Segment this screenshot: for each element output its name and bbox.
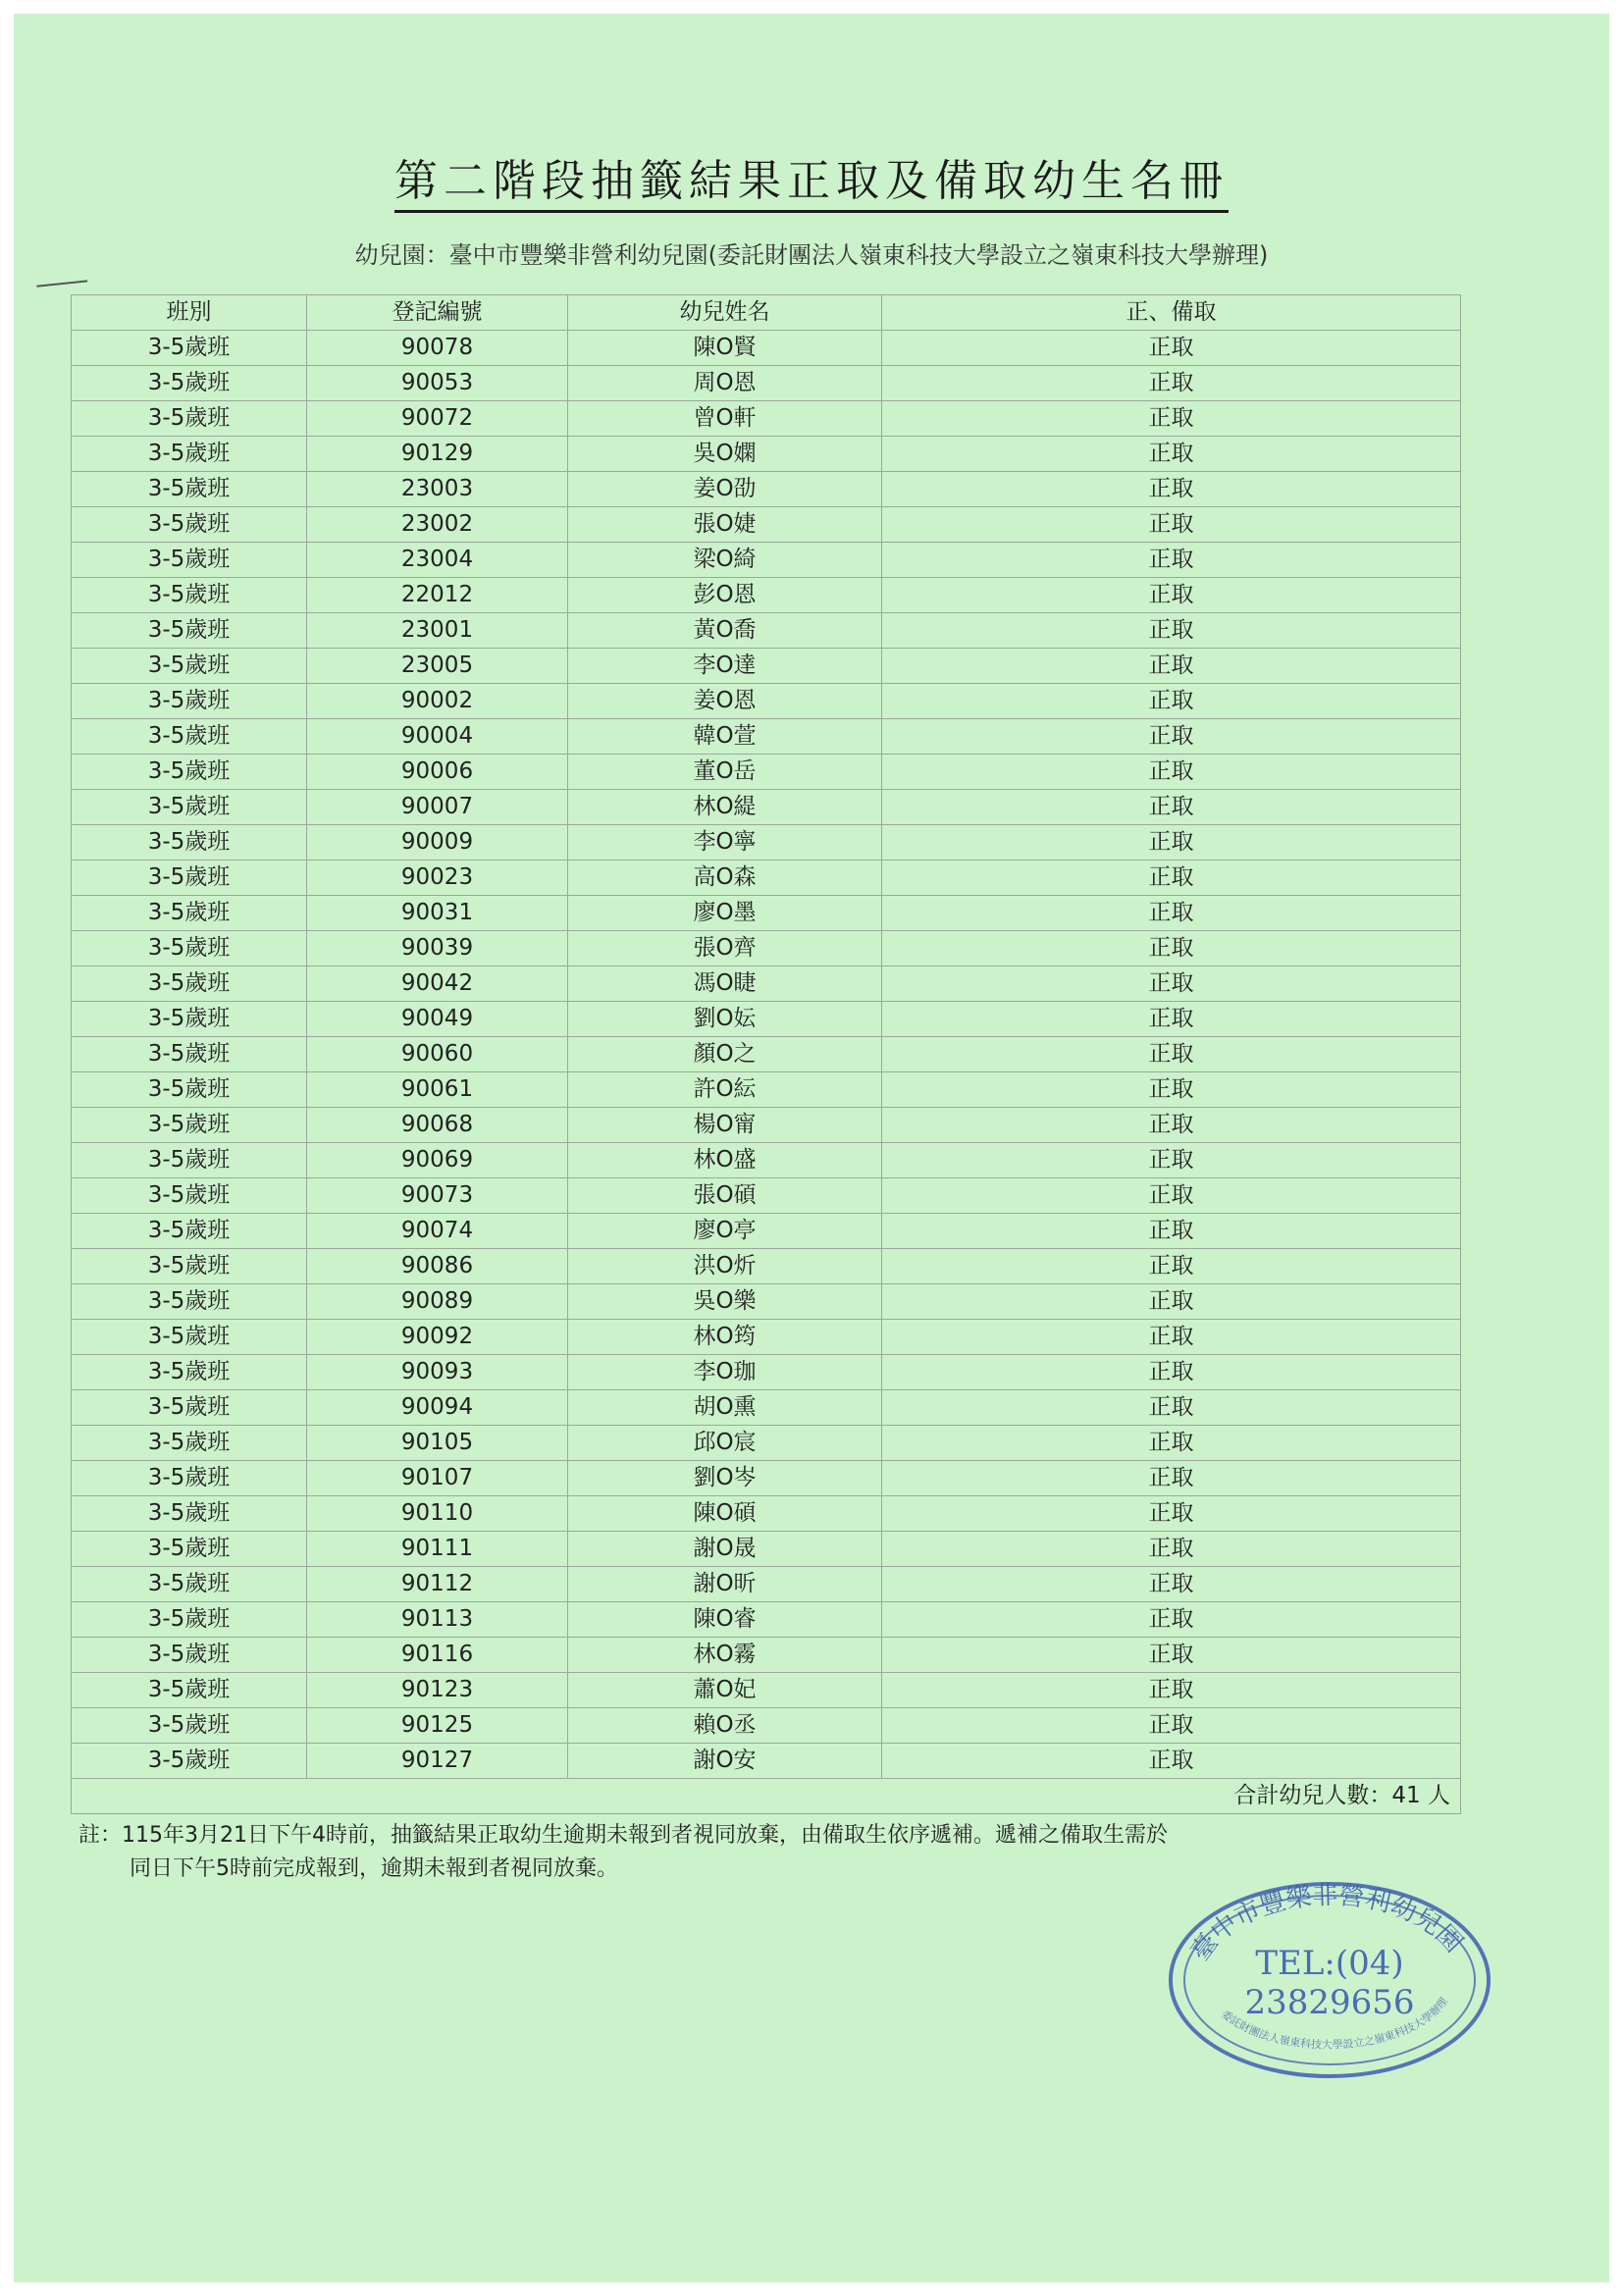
cell-reg-number: 90007 xyxy=(307,790,568,825)
table-row xyxy=(72,1355,1461,1390)
cell-child-name: 姜O劭 xyxy=(568,472,882,507)
cell-status: 正取 xyxy=(882,1355,1461,1390)
stamp-footer: 委託財團法人嶺東科技大學設立之嶺東科技大學辦理 xyxy=(1219,1995,1451,2052)
note-line-2: 同日下午5時前完成報到，逾期未報到者視同放棄。 xyxy=(130,1856,618,1881)
cell-child-name: 梁O綺 xyxy=(568,543,882,578)
cell-reg-number: 90074 xyxy=(307,1214,568,1249)
table-row xyxy=(72,401,1461,437)
cell-class: 3-5歲班 xyxy=(72,1708,307,1744)
cell-status: 正取 xyxy=(882,896,1461,931)
cell-child-name: 李O達 xyxy=(568,649,882,684)
cell-reg-number: 90086 xyxy=(307,1249,568,1284)
cell-reg-number: 90042 xyxy=(307,966,568,1002)
cell-class: 3-5歲班 xyxy=(72,1355,307,1390)
cell-status: 正取 xyxy=(882,790,1461,825)
cell-child-name: 楊O甯 xyxy=(568,1108,882,1143)
cell-status: 正取 xyxy=(882,1143,1461,1178)
cell-reg-number: 90002 xyxy=(307,684,568,719)
cell-reg-number: 22012 xyxy=(307,578,568,613)
cell-child-name: 許O紜 xyxy=(568,1072,882,1108)
cell-reg-number: 23005 xyxy=(307,649,568,684)
cell-child-name: 黃O喬 xyxy=(568,613,882,649)
cell-class: 3-5歲班 xyxy=(72,966,307,1002)
table-row xyxy=(72,1214,1461,1249)
cell-class: 3-5歲班 xyxy=(72,1037,307,1072)
cell-class: 3-5歲班 xyxy=(72,1002,307,1037)
total-count: 合計幼兒人數：41 人 xyxy=(72,1779,1461,1814)
table-row xyxy=(72,966,1461,1002)
cell-status: 正取 xyxy=(882,719,1461,755)
cell-class: 3-5歲班 xyxy=(72,1143,307,1178)
cell-reg-number: 90061 xyxy=(307,1072,568,1108)
table-row xyxy=(72,543,1461,578)
cell-reg-number: 90125 xyxy=(307,1708,568,1744)
cell-status: 正取 xyxy=(882,861,1461,896)
cell-reg-number: 90060 xyxy=(307,1037,568,1072)
cell-child-name: 張O齊 xyxy=(568,931,882,966)
table-row xyxy=(72,1461,1461,1496)
cell-class: 3-5歲班 xyxy=(72,896,307,931)
cell-class: 3-5歲班 xyxy=(72,366,307,401)
cell-reg-number: 90092 xyxy=(307,1320,568,1355)
cell-status: 正取 xyxy=(882,1390,1461,1426)
table-total-row xyxy=(72,1779,1461,1814)
cell-status: 正取 xyxy=(882,613,1461,649)
cell-status: 正取 xyxy=(882,1426,1461,1461)
cell-reg-number: 90039 xyxy=(307,931,568,966)
cell-class: 3-5歲班 xyxy=(72,472,307,507)
cell-reg-number: 23004 xyxy=(307,543,568,578)
cell-child-name: 林O緹 xyxy=(568,790,882,825)
cell-reg-number: 90110 xyxy=(307,1496,568,1532)
cell-class: 3-5歲班 xyxy=(72,1072,307,1108)
cell-child-name: 林O盛 xyxy=(568,1143,882,1178)
roster-table xyxy=(71,294,1461,1814)
cell-child-name: 陳O賢 xyxy=(568,331,882,366)
cell-class: 3-5歲班 xyxy=(72,790,307,825)
cell-child-name: 陳O碩 xyxy=(568,1496,882,1532)
header-child-name: 幼兒姓名 xyxy=(568,295,882,331)
cell-reg-number: 90031 xyxy=(307,896,568,931)
table-row xyxy=(72,472,1461,507)
table-row xyxy=(72,684,1461,719)
table-row xyxy=(72,366,1461,401)
cell-child-name: 謝O安 xyxy=(568,1744,882,1779)
cell-reg-number: 90093 xyxy=(307,1355,568,1390)
cell-reg-number: 90072 xyxy=(307,401,568,437)
cell-child-name: 邱O宸 xyxy=(568,1426,882,1461)
table-row xyxy=(72,1567,1461,1602)
cell-reg-number: 90113 xyxy=(307,1602,568,1638)
table-row xyxy=(72,1284,1461,1320)
cell-status: 正取 xyxy=(882,1744,1461,1779)
cell-class: 3-5歲班 xyxy=(72,1320,307,1355)
table-row xyxy=(72,825,1461,861)
cell-status: 正取 xyxy=(882,437,1461,472)
cell-status: 正取 xyxy=(882,1002,1461,1037)
cell-status: 正取 xyxy=(882,1638,1461,1673)
cell-status: 正取 xyxy=(882,1461,1461,1496)
table-row xyxy=(72,1638,1461,1673)
cell-class: 3-5歲班 xyxy=(72,861,307,896)
cell-class: 3-5歲班 xyxy=(72,578,307,613)
cell-child-name: 韓O萱 xyxy=(568,719,882,755)
table-row xyxy=(72,1108,1461,1143)
cell-reg-number: 90123 xyxy=(307,1673,568,1708)
cell-status: 正取 xyxy=(882,543,1461,578)
cell-status: 正取 xyxy=(882,366,1461,401)
cell-child-name: 曾O軒 xyxy=(568,401,882,437)
table-row xyxy=(72,331,1461,366)
table-row xyxy=(72,507,1461,543)
cell-status: 正取 xyxy=(882,401,1461,437)
cell-class: 3-5歲班 xyxy=(72,1214,307,1249)
cell-child-name: 姜O恩 xyxy=(568,684,882,719)
table-row xyxy=(72,1744,1461,1779)
table-row xyxy=(72,755,1461,790)
cell-status: 正取 xyxy=(882,1532,1461,1567)
cell-child-name: 廖O墨 xyxy=(568,896,882,931)
cell-child-name: 廖O亭 xyxy=(568,1214,882,1249)
cell-child-name: 吳O嫻 xyxy=(568,437,882,472)
cell-class: 3-5歲班 xyxy=(72,507,307,543)
cell-status: 正取 xyxy=(882,1708,1461,1744)
cell-class: 3-5歲班 xyxy=(72,1178,307,1214)
cell-reg-number: 90053 xyxy=(307,366,568,401)
cell-reg-number: 90112 xyxy=(307,1567,568,1602)
cell-class: 3-5歲班 xyxy=(72,1108,307,1143)
cell-child-name: 謝O昕 xyxy=(568,1567,882,1602)
cell-class: 3-5歲班 xyxy=(72,684,307,719)
cell-reg-number: 23001 xyxy=(307,613,568,649)
table-row xyxy=(72,578,1461,613)
cell-status: 正取 xyxy=(882,649,1461,684)
cell-class: 3-5歲班 xyxy=(72,1602,307,1638)
table-row xyxy=(72,1249,1461,1284)
cell-status: 正取 xyxy=(882,331,1461,366)
cell-child-name: 張O碩 xyxy=(568,1178,882,1214)
cell-class: 3-5歲班 xyxy=(72,1567,307,1602)
cell-class: 3-5歲班 xyxy=(72,401,307,437)
cell-reg-number: 90009 xyxy=(307,825,568,861)
cell-status: 正取 xyxy=(882,507,1461,543)
cell-status: 正取 xyxy=(882,1602,1461,1638)
cell-status: 正取 xyxy=(882,1496,1461,1532)
cell-reg-number: 90073 xyxy=(307,1178,568,1214)
cell-status: 正取 xyxy=(882,1284,1461,1320)
cell-class: 3-5歲班 xyxy=(72,1638,307,1673)
cell-class: 3-5歲班 xyxy=(72,1284,307,1320)
table-row xyxy=(72,1178,1461,1214)
cell-class: 3-5歲班 xyxy=(72,1426,307,1461)
cell-child-name: 劉O岑 xyxy=(568,1461,882,1496)
cell-class: 3-5歲班 xyxy=(72,1744,307,1779)
cell-status: 正取 xyxy=(882,1567,1461,1602)
header-admission-status: 正、備取 xyxy=(882,295,1461,331)
cell-class: 3-5歲班 xyxy=(72,1390,307,1426)
cell-child-name: 吳O樂 xyxy=(568,1284,882,1320)
official-stamp xyxy=(1160,1866,1499,2084)
table-row xyxy=(72,1426,1461,1461)
header-reg-number: 登記編號 xyxy=(307,295,568,331)
cell-child-name: 馮O睫 xyxy=(568,966,882,1002)
cell-class: 3-5歲班 xyxy=(72,1249,307,1284)
cell-reg-number: 90068 xyxy=(307,1108,568,1143)
table-row xyxy=(72,1143,1461,1178)
cell-child-name: 彭O恩 xyxy=(568,578,882,613)
cell-class: 3-5歲班 xyxy=(72,931,307,966)
cell-status: 正取 xyxy=(882,1037,1461,1072)
cell-class: 3-5歲班 xyxy=(72,649,307,684)
cell-child-name: 顏O之 xyxy=(568,1037,882,1072)
cell-reg-number: 90094 xyxy=(307,1390,568,1426)
cell-child-name: 陳O睿 xyxy=(568,1602,882,1638)
header-class: 班別 xyxy=(72,295,307,331)
cell-class: 3-5歲班 xyxy=(72,1673,307,1708)
cell-child-name: 林O筠 xyxy=(568,1320,882,1355)
cell-child-name: 賴O丞 xyxy=(568,1708,882,1744)
cell-reg-number: 90089 xyxy=(307,1284,568,1320)
cell-reg-number: 90111 xyxy=(307,1532,568,1567)
cell-status: 正取 xyxy=(882,684,1461,719)
table-row xyxy=(72,1602,1461,1638)
cell-child-name: 劉O妘 xyxy=(568,1002,882,1037)
cell-reg-number: 90049 xyxy=(307,1002,568,1037)
table-row xyxy=(72,1320,1461,1355)
table-row xyxy=(72,1390,1461,1426)
kindergarten-subtitle: 幼兒園：臺中市豐樂非營利幼兒園(委託財團法人嶺東科技大學設立之嶺東科技大學辦理) xyxy=(354,241,1269,269)
table-row xyxy=(72,1496,1461,1532)
table-row xyxy=(72,719,1461,755)
table-row xyxy=(72,1673,1461,1708)
table-row xyxy=(72,1002,1461,1037)
cell-reg-number: 90006 xyxy=(307,755,568,790)
cell-reg-number: 90105 xyxy=(307,1426,568,1461)
note-line-1: 註：115年3月21日下午4時前，抽籤結果正取幼生逾期未報到者視同放棄，由備取生依序遞補。遞補之備取生需於 xyxy=(79,1823,1168,1848)
stamp-number: 23829656 xyxy=(1244,1983,1415,2022)
cell-reg-number: 23003 xyxy=(307,472,568,507)
cell-status: 正取 xyxy=(882,1108,1461,1143)
table-row xyxy=(72,896,1461,931)
cell-status: 正取 xyxy=(882,1673,1461,1708)
table-row xyxy=(72,1037,1461,1072)
cell-status: 正取 xyxy=(882,931,1461,966)
cell-status: 正取 xyxy=(882,755,1461,790)
stamp-name: 臺中市豐樂非營利幼兒園 xyxy=(1185,1880,1469,1967)
table-row xyxy=(72,649,1461,684)
cell-status: 正取 xyxy=(882,472,1461,507)
cell-child-name: 李O珈 xyxy=(568,1355,882,1390)
cell-class: 3-5歲班 xyxy=(72,613,307,649)
table-row xyxy=(72,861,1461,896)
table-row xyxy=(72,437,1461,472)
cell-child-name: 蕭O妃 xyxy=(568,1673,882,1708)
cell-reg-number: 90129 xyxy=(307,437,568,472)
cell-class: 3-5歲班 xyxy=(72,1532,307,1567)
cell-child-name: 洪O炘 xyxy=(568,1249,882,1284)
cell-class: 3-5歲班 xyxy=(72,331,307,366)
cell-class: 3-5歲班 xyxy=(72,437,307,472)
page-title: 第二階段抽籤結果正取及備取幼生名冊 xyxy=(0,145,1623,208)
cell-child-name: 周O恩 xyxy=(568,366,882,401)
cell-status: 正取 xyxy=(882,578,1461,613)
cell-reg-number: 90023 xyxy=(307,861,568,896)
cell-status: 正取 xyxy=(882,1214,1461,1249)
table-row xyxy=(72,613,1461,649)
cell-reg-number: 90116 xyxy=(307,1638,568,1673)
cell-status: 正取 xyxy=(882,1249,1461,1284)
cell-child-name: 林O霧 xyxy=(568,1638,882,1673)
cell-child-name: 謝O晟 xyxy=(568,1532,882,1567)
cell-child-name: 張O婕 xyxy=(568,507,882,543)
cell-child-name: 胡O熏 xyxy=(568,1390,882,1426)
cell-reg-number: 90069 xyxy=(307,1143,568,1178)
cell-status: 正取 xyxy=(882,1178,1461,1214)
cell-reg-number: 90004 xyxy=(307,719,568,755)
cell-reg-number: 90107 xyxy=(307,1461,568,1496)
cell-class: 3-5歲班 xyxy=(72,1461,307,1496)
table-header-row xyxy=(72,295,1461,331)
cell-class: 3-5歲班 xyxy=(72,755,307,790)
table-row xyxy=(72,790,1461,825)
stamp-tel: TEL:(04) xyxy=(1255,1944,1404,1983)
cell-reg-number: 90127 xyxy=(307,1744,568,1779)
cell-reg-number: 90078 xyxy=(307,331,568,366)
cell-child-name: 董O岳 xyxy=(568,755,882,790)
cell-class: 3-5歲班 xyxy=(72,543,307,578)
cell-reg-number: 23002 xyxy=(307,507,568,543)
cell-status: 正取 xyxy=(882,1320,1461,1355)
cell-class: 3-5歲班 xyxy=(72,825,307,861)
cell-status: 正取 xyxy=(882,1072,1461,1108)
table-row xyxy=(72,1072,1461,1108)
cell-class: 3-5歲班 xyxy=(72,1496,307,1532)
cell-status: 正取 xyxy=(882,966,1461,1002)
cell-child-name: 李O寧 xyxy=(568,825,882,861)
table-row xyxy=(72,1532,1461,1567)
cell-class: 3-5歲班 xyxy=(72,719,307,755)
table-row xyxy=(72,1708,1461,1744)
cell-child-name: 高O森 xyxy=(568,861,882,896)
table-row xyxy=(72,931,1461,966)
cell-status: 正取 xyxy=(882,825,1461,861)
